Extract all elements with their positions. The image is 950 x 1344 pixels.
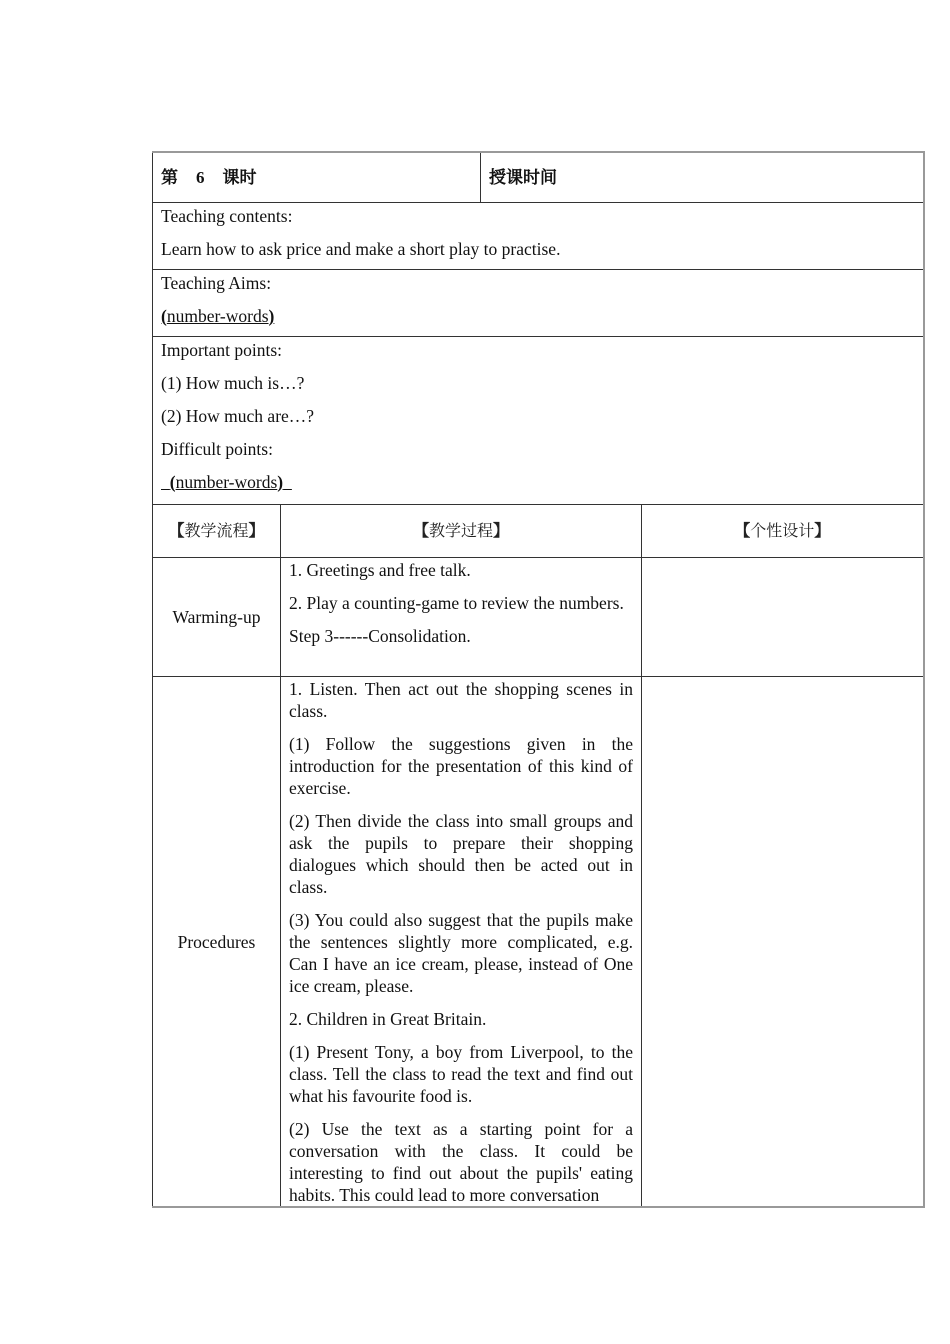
stage-label: Procedures [153, 677, 281, 1208]
teaching-contents-cell [153, 203, 924, 270]
key-points-cell [153, 337, 924, 505]
teaching-aims-label: Teaching Aims: [161, 273, 272, 293]
process-steps-cell [281, 677, 642, 1208]
process-step: (2) Use the text as a starting point for a conversation with the class. It could be interesting to find out about the pupils' eating habits. This could lead to more conversation [289, 1119, 633, 1205]
teaching-time-label: 授课时间 [489, 167, 557, 188]
lesson-plan-table [152, 151, 925, 1208]
lesson-prefix: 第 [161, 167, 178, 188]
section-header-row [153, 505, 924, 558]
procedures-row [153, 677, 924, 1208]
flow-column-header: 【教学流程】 [153, 505, 281, 558]
lesson-suffix: 课时 [222, 167, 257, 188]
process-steps-cell [281, 558, 642, 677]
important-points-label: Important points: [161, 340, 283, 360]
process-step: 2. Play a counting-game to review the numbers. [289, 593, 624, 613]
process-step: (1) Present Tony, a boy from Liverpool, to the class. Tell the class to read the text and find out what his favourite food is. [289, 1042, 633, 1106]
stage-label: Warming-up [153, 558, 281, 677]
key-points-row [153, 337, 924, 505]
process-step: (1) Follow the suggestions given in the introduction for the presentation of this kind of exercise. [289, 734, 633, 798]
important-point-item: (1) How much is…? [161, 373, 305, 393]
warming-up-row [153, 558, 924, 677]
difficult-points-value: (number-words) [169, 472, 284, 492]
teaching-contents-row [153, 203, 924, 270]
design-column-header: 【个性设计】 [642, 505, 924, 558]
design-notes-cell [642, 677, 924, 1208]
lesson-header-row [153, 152, 924, 203]
important-point-item: (2) How much are…? [161, 406, 315, 426]
difficult-points-label: Difficult points: [161, 439, 273, 459]
process-step: (2) Then divide the class into small groups and ask the pupils to prepare their shopping dialogues which should then be acted out in class. [289, 811, 633, 897]
process-step: 1. Greetings and free talk. [289, 560, 471, 580]
process-step: 2. Children in Great Britain. [289, 1009, 487, 1029]
process-column-header: 【教学过程】 [281, 505, 642, 558]
lesson-number-cell [153, 152, 481, 203]
teaching-aims-cell [153, 270, 924, 337]
teaching-aims-value: (number-words) [161, 306, 275, 326]
design-notes-cell [642, 558, 924, 677]
teaching-contents-text: Learn how to ask price and make a short play to practise. [161, 239, 561, 259]
lesson-number: 6 [196, 167, 205, 187]
process-step: Step 3------Consolidation. [289, 626, 471, 646]
process-step: (3) You could also suggest that the pupils make the sentences slightly more complicated, e.g. Can I have an ice cream, please, instead of One ice cream, please. [289, 910, 633, 996]
teaching-contents-label: Teaching contents: [161, 206, 293, 226]
process-step: 1. Listen. Then act out the shopping scenes in class. [289, 679, 633, 721]
teaching-aims-row [153, 270, 924, 337]
teaching-time-cell [481, 152, 924, 203]
